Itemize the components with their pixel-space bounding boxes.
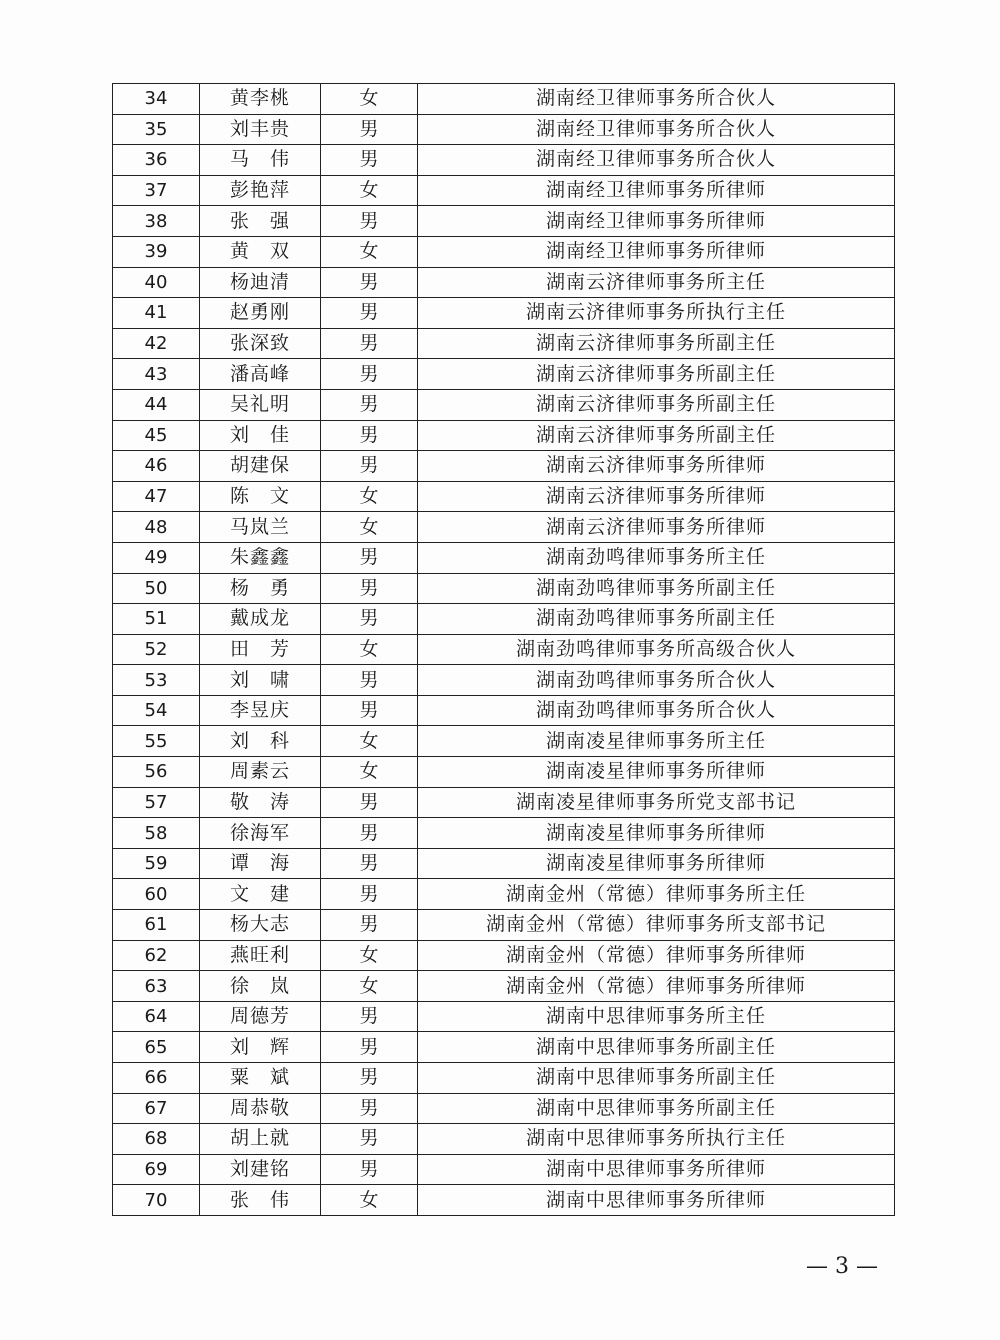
gender-cell: 男 (321, 818, 418, 849)
title-cell: 湖南劲鸣律师事务所高级合伙人 (418, 634, 895, 665)
gender-cell: 男 (321, 114, 418, 145)
title-cell: 湖南云济律师事务所律师 (418, 481, 895, 512)
table-row (113, 236, 895, 267)
title-cell: 湖南金州（常德）律师事务所主任 (418, 879, 895, 910)
table-row (113, 175, 895, 206)
title-cell: 湖南金州（常德）律师事务所支部书记 (418, 910, 895, 941)
title-cell: 湖南凌星律师事务所律师 (418, 757, 895, 788)
row-number-cell: 63 (113, 971, 200, 1002)
row-number-cell: 46 (113, 451, 200, 482)
gender-cell: 女 (321, 940, 418, 971)
name-cell: 彭艳萍 (200, 175, 321, 206)
row-number-cell: 66 (113, 1063, 200, 1094)
row-number-cell: 50 (113, 573, 200, 604)
table-row (113, 1124, 895, 1155)
gender-cell: 男 (321, 298, 418, 329)
name-cell: 杨 勇 (200, 573, 321, 604)
title-cell: 湖南云济律师事务所副主任 (418, 328, 895, 359)
row-number-cell: 58 (113, 818, 200, 849)
title-cell: 湖南云济律师事务所副主任 (418, 359, 895, 390)
table-row (113, 145, 895, 176)
title-cell: 湖南经卫律师事务所律师 (418, 175, 895, 206)
row-number-cell: 68 (113, 1124, 200, 1155)
title-cell: 湖南云济律师事务所主任 (418, 267, 895, 298)
gender-cell: 男 (321, 1154, 418, 1185)
gender-cell: 男 (321, 145, 418, 176)
gender-cell: 男 (321, 420, 418, 451)
name-cell: 李昱庆 (200, 695, 321, 726)
gender-cell: 女 (321, 634, 418, 665)
row-number-cell: 60 (113, 879, 200, 910)
name-cell: 田 芳 (200, 634, 321, 665)
title-cell: 湖南中思律师事务所主任 (418, 1001, 895, 1032)
title-cell: 湖南凌星律师事务所主任 (418, 726, 895, 757)
name-cell: 文 建 (200, 879, 321, 910)
row-number-cell: 64 (113, 1001, 200, 1032)
name-cell: 徐 岚 (200, 971, 321, 1002)
table-row (113, 267, 895, 298)
name-cell: 张 强 (200, 206, 321, 237)
row-number-cell: 41 (113, 298, 200, 329)
table-row (113, 940, 895, 971)
row-number-cell: 52 (113, 634, 200, 665)
row-number-cell: 37 (113, 175, 200, 206)
title-cell: 湖南中思律师事务所副主任 (418, 1093, 895, 1124)
name-cell: 胡建保 (200, 451, 321, 482)
title-cell: 湖南云济律师事务所副主任 (418, 389, 895, 420)
gender-cell: 男 (321, 848, 418, 879)
name-cell: 潘高峰 (200, 359, 321, 390)
table-row (113, 389, 895, 420)
row-number-cell: 62 (113, 940, 200, 971)
title-cell: 湖南经卫律师事务所合伙人 (418, 145, 895, 176)
name-cell: 周恭敬 (200, 1093, 321, 1124)
name-cell: 刘建铭 (200, 1154, 321, 1185)
row-number-cell: 57 (113, 787, 200, 818)
name-cell: 黄 双 (200, 236, 321, 267)
lawyer-roster-table (112, 83, 895, 1216)
table-row (113, 1154, 895, 1185)
gender-cell: 女 (321, 757, 418, 788)
gender-cell: 男 (321, 1063, 418, 1094)
title-cell: 湖南经卫律师事务所合伙人 (418, 114, 895, 145)
table-row (113, 1001, 895, 1032)
row-number-cell: 40 (113, 267, 200, 298)
title-cell: 湖南中思律师事务所律师 (418, 1154, 895, 1185)
gender-cell: 男 (321, 328, 418, 359)
table-row (113, 1185, 895, 1216)
name-cell: 陈 文 (200, 481, 321, 512)
title-cell: 湖南凌星律师事务所党支部书记 (418, 787, 895, 818)
table-row (113, 818, 895, 849)
row-number-cell: 70 (113, 1185, 200, 1216)
row-number-cell: 47 (113, 481, 200, 512)
table-row (113, 420, 895, 451)
gender-cell: 女 (321, 175, 418, 206)
row-number-cell: 59 (113, 848, 200, 879)
table-row (113, 726, 895, 757)
table-row (113, 665, 895, 696)
row-number-cell: 53 (113, 665, 200, 696)
table-row (113, 1032, 895, 1063)
gender-cell: 男 (321, 206, 418, 237)
table-row (113, 114, 895, 145)
table-row (113, 787, 895, 818)
name-cell: 吴礼明 (200, 389, 321, 420)
name-cell: 朱鑫鑫 (200, 542, 321, 573)
row-number-cell: 65 (113, 1032, 200, 1063)
table-row (113, 84, 895, 115)
name-cell: 燕旺利 (200, 940, 321, 971)
table-row (113, 359, 895, 390)
name-cell: 刘 佳 (200, 420, 321, 451)
row-number-cell: 36 (113, 145, 200, 176)
table-row (113, 298, 895, 329)
gender-cell: 男 (321, 695, 418, 726)
table-row (113, 451, 895, 482)
gender-cell: 男 (321, 1093, 418, 1124)
row-number-cell: 55 (113, 726, 200, 757)
name-cell: 马 伟 (200, 145, 321, 176)
row-number-cell: 34 (113, 84, 200, 115)
table-row (113, 604, 895, 635)
name-cell: 胡上就 (200, 1124, 321, 1155)
table-row (113, 971, 895, 1002)
title-cell: 湖南云济律师事务所副主任 (418, 420, 895, 451)
name-cell: 徐海军 (200, 818, 321, 849)
table-row (113, 206, 895, 237)
gender-cell: 女 (321, 481, 418, 512)
gender-cell: 女 (321, 84, 418, 115)
title-cell: 湖南云济律师事务所律师 (418, 512, 895, 543)
title-cell: 湖南中思律师事务所副主任 (418, 1063, 895, 1094)
title-cell: 湖南劲鸣律师事务所副主任 (418, 573, 895, 604)
gender-cell: 男 (321, 389, 418, 420)
page-number: — 3 — (806, 1254, 878, 1279)
gender-cell: 男 (321, 451, 418, 482)
gender-cell: 女 (321, 726, 418, 757)
table-row (113, 879, 895, 910)
row-number-cell: 54 (113, 695, 200, 726)
table-row (113, 695, 895, 726)
gender-cell: 女 (321, 971, 418, 1002)
table-row (113, 512, 895, 543)
name-cell: 刘 科 (200, 726, 321, 757)
name-cell: 刘 辉 (200, 1032, 321, 1063)
row-number-cell: 44 (113, 389, 200, 420)
name-cell: 马岚兰 (200, 512, 321, 543)
title-cell: 湖南劲鸣律师事务所副主任 (418, 604, 895, 635)
row-number-cell: 48 (113, 512, 200, 543)
gender-cell: 男 (321, 604, 418, 635)
table-row (113, 542, 895, 573)
gender-cell: 男 (321, 1001, 418, 1032)
row-number-cell: 35 (113, 114, 200, 145)
name-cell: 刘丰贵 (200, 114, 321, 145)
title-cell: 湖南劲鸣律师事务所合伙人 (418, 695, 895, 726)
title-cell: 湖南云济律师事务所律师 (418, 451, 895, 482)
table-row (113, 481, 895, 512)
table-row (113, 634, 895, 665)
title-cell: 湖南中思律师事务所副主任 (418, 1032, 895, 1063)
row-number-cell: 39 (113, 236, 200, 267)
gender-cell: 女 (321, 1185, 418, 1216)
table-row (113, 1063, 895, 1094)
gender-cell: 男 (321, 542, 418, 573)
name-cell: 敬 涛 (200, 787, 321, 818)
title-cell: 湖南中思律师事务所律师 (418, 1185, 895, 1216)
title-cell: 湖南凌星律师事务所律师 (418, 818, 895, 849)
gender-cell: 男 (321, 879, 418, 910)
name-cell: 周德芳 (200, 1001, 321, 1032)
title-cell: 湖南凌星律师事务所律师 (418, 848, 895, 879)
gender-cell: 男 (321, 1124, 418, 1155)
name-cell: 张 伟 (200, 1185, 321, 1216)
gender-cell: 男 (321, 910, 418, 941)
roster-table-body (113, 84, 895, 1216)
title-cell: 湖南中思律师事务所执行主任 (418, 1124, 895, 1155)
row-number-cell: 42 (113, 328, 200, 359)
row-number-cell: 51 (113, 604, 200, 635)
title-cell: 湖南经卫律师事务所律师 (418, 206, 895, 237)
row-number-cell: 45 (113, 420, 200, 451)
gender-cell: 男 (321, 1032, 418, 1063)
gender-cell: 男 (321, 359, 418, 390)
name-cell: 谭 海 (200, 848, 321, 879)
title-cell: 湖南经卫律师事务所律师 (418, 236, 895, 267)
name-cell: 周素云 (200, 757, 321, 788)
gender-cell: 女 (321, 512, 418, 543)
table-row (113, 910, 895, 941)
name-cell: 赵勇刚 (200, 298, 321, 329)
title-cell: 湖南金州（常德）律师事务所律师 (418, 971, 895, 1002)
gender-cell: 男 (321, 787, 418, 818)
gender-cell: 女 (321, 236, 418, 267)
gender-cell: 男 (321, 573, 418, 604)
row-number-cell: 38 (113, 206, 200, 237)
name-cell: 戴成龙 (200, 604, 321, 635)
gender-cell: 男 (321, 665, 418, 696)
row-number-cell: 69 (113, 1154, 200, 1185)
row-number-cell: 49 (113, 542, 200, 573)
name-cell: 黄李桃 (200, 84, 321, 115)
table-row (113, 1093, 895, 1124)
name-cell: 杨迪清 (200, 267, 321, 298)
title-cell: 湖南经卫律师事务所合伙人 (418, 84, 895, 115)
name-cell: 杨大志 (200, 910, 321, 941)
table-row (113, 848, 895, 879)
row-number-cell: 43 (113, 359, 200, 390)
table-row (113, 757, 895, 788)
title-cell: 湖南金州（常德）律师事务所律师 (418, 940, 895, 971)
row-number-cell: 61 (113, 910, 200, 941)
title-cell: 湖南劲鸣律师事务所合伙人 (418, 665, 895, 696)
row-number-cell: 56 (113, 757, 200, 788)
name-cell: 粟 斌 (200, 1063, 321, 1094)
table-row (113, 328, 895, 359)
title-cell: 湖南劲鸣律师事务所主任 (418, 542, 895, 573)
name-cell: 张深致 (200, 328, 321, 359)
name-cell: 刘 啸 (200, 665, 321, 696)
table-row (113, 573, 895, 604)
row-number-cell: 67 (113, 1093, 200, 1124)
gender-cell: 男 (321, 267, 418, 298)
title-cell: 湖南云济律师事务所执行主任 (418, 298, 895, 329)
